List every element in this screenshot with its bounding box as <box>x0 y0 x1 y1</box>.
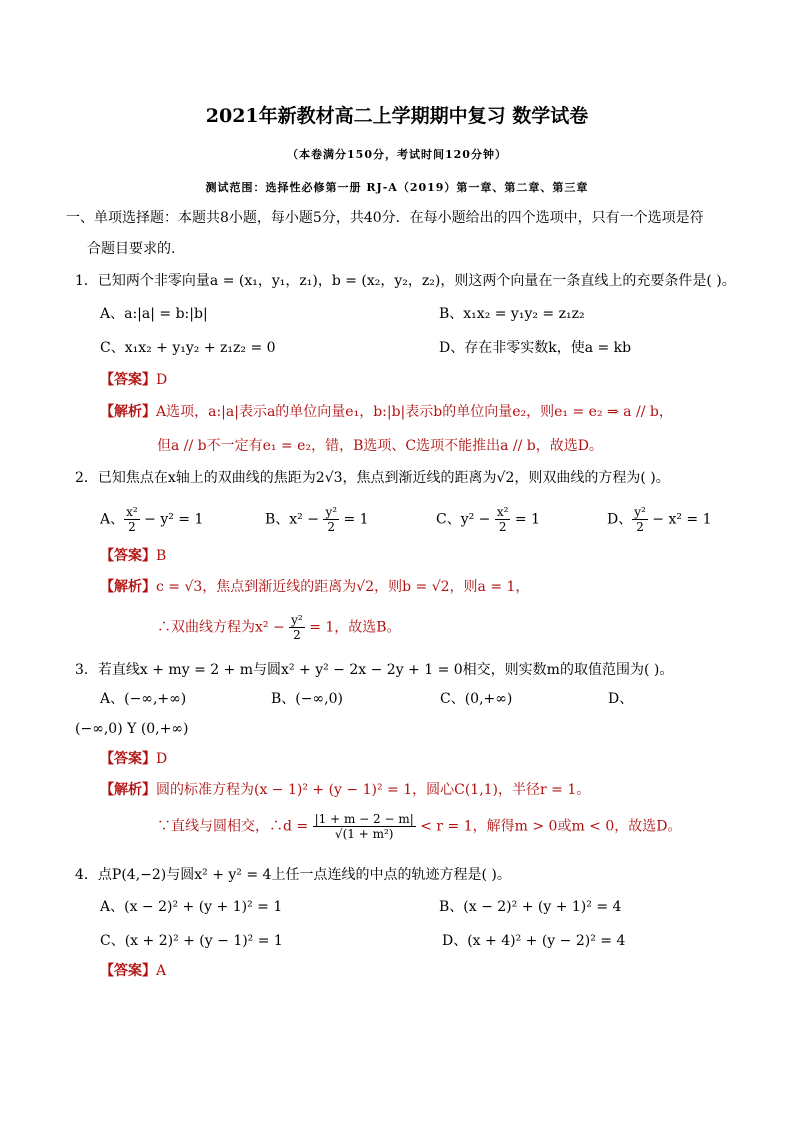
option-suffix: − y² = 1 <box>144 511 204 528</box>
option-suffix: = 1 <box>514 511 540 528</box>
q1-option-b: B、x₁x₂ = y₁y₂ = z₁z₂ <box>439 306 585 322</box>
q1-analysis-line1 <box>100 403 673 421</box>
fraction <box>495 505 511 534</box>
analysis-tag: 【解析】 <box>100 782 156 798</box>
fraction <box>124 505 140 534</box>
q2-option-d <box>607 505 712 534</box>
fraction <box>313 812 416 841</box>
option-prefix: A、 <box>100 511 125 528</box>
fraction-numerator: y² <box>634 505 646 519</box>
fraction <box>323 505 339 534</box>
q4-answer <box>100 962 166 980</box>
answer-value: A <box>156 963 167 979</box>
analysis-tag: 【解析】 <box>100 579 156 595</box>
option-prefix: C、y² − <box>436 511 491 528</box>
q3-answer <box>100 750 167 768</box>
fraction <box>632 505 648 534</box>
analysis-text: 圆的标准方程为(x − 1)² + (y − 1)² = 1，圆心C(1,1)，半径r = 1。 <box>156 782 591 798</box>
fraction-denominator: 2 <box>327 520 336 534</box>
option-suffix: = 1 <box>343 511 369 528</box>
q2-stem: 2．已知焦点在x轴上的双曲线的焦距为2√3，焦点到渐近线的距离为√2，则双曲线的方程为( )。 <box>75 470 670 486</box>
fraction-denominator: √(1 + m²) <box>334 827 394 841</box>
fraction-numerator: |1 + m − 2 − m| <box>314 812 414 826</box>
option-prefix: D、 <box>607 511 633 528</box>
q3-analysis-line2 <box>157 812 682 841</box>
option-suffix: − x² = 1 <box>652 511 712 528</box>
q1-stem: 1．已知两个非零向量a = (x₁，y₁，z₁)，b = (x₂，y₂，z₂)，则这两个向量在一条直线上的充要条件是( )。 <box>75 273 736 289</box>
answer-tag: 【答案】 <box>100 548 156 564</box>
q3-option-d: D、 <box>608 691 634 707</box>
section-heading-line1: 一、单项选择题：本题共8小题，每小题5分，共40分．在每小题给出的四个选项中，只有一个选项是符 <box>66 210 704 226</box>
q4-option-b: B、(x − 2)² + (y + 1)² = 4 <box>439 899 622 915</box>
analysis-prefix: ∴双曲线方程为x² − <box>157 619 285 636</box>
q2-option-a <box>100 505 203 534</box>
analysis-tag: 【解析】 <box>100 404 156 420</box>
analysis-prefix: ∵直线与圆相交，∴d = <box>157 818 309 835</box>
test-scope: 测试范围：选择性必修第一册 RJ-A（2019）第一章、第二章、第三章 <box>205 181 589 194</box>
fraction-numerator: y² <box>325 505 338 519</box>
q2-analysis-line1 <box>100 578 529 596</box>
q1-option-c: C、x₁x₂ + y₁y₂ + z₁z₂ = 0 <box>100 340 276 356</box>
q2-analysis-line2 <box>157 613 401 642</box>
q2-option-c <box>436 505 540 534</box>
q3-option-c: C、(0,+∞) <box>440 691 513 707</box>
fraction-denominator: 2 <box>293 628 301 642</box>
page-title: 2021年新教材高二上学期期中复习 数学试卷 <box>205 105 589 127</box>
analysis-text: A选项，a:|a|表示a的单位向量e₁，b:|b|表示b的单位向量e₂，则e₁ = e₂ ⇒ a // b， <box>156 404 673 420</box>
q1-analysis-line2: 但a // b不一定有e₁ = e₂，错，B选项、C选项不能推出a // b，故选D。 <box>157 438 603 454</box>
answer-value: D <box>156 751 168 767</box>
q4-option-a: A、(x − 2)² + (y + 1)² = 1 <box>100 899 283 915</box>
fraction-numerator: x² <box>496 505 509 519</box>
q1-answer <box>100 371 167 389</box>
fraction-denominator: 2 <box>498 520 507 534</box>
answer-tag: 【答案】 <box>100 372 156 388</box>
fraction-denominator: 2 <box>128 520 136 534</box>
analysis-text: c = √3，焦点到渐近线的距离为√2，则b = √2，则a = 1， <box>156 579 530 595</box>
q3-analysis-line1 <box>100 781 590 799</box>
answer-tag: 【答案】 <box>100 963 156 979</box>
q3-option-b: B、(−∞,0) <box>271 691 343 707</box>
answer-value: D <box>156 372 168 388</box>
analysis-suffix: = 1，故选B。 <box>309 619 401 636</box>
option-prefix: B、x² − <box>265 511 319 528</box>
section-heading-line2: 合题目要求的. <box>87 241 176 257</box>
q1-option-a: A、a:|a| = b:|b| <box>100 306 208 322</box>
q1-option-d: D、存在非零实数k，使a = kb <box>439 340 632 356</box>
q4-option-d: D、(x + 4)² + (y − 2)² = 4 <box>442 933 626 949</box>
fraction-numerator: x² <box>126 505 138 519</box>
answer-tag: 【答案】 <box>100 751 156 767</box>
q3-option-a: A、(−∞,+∞) <box>100 691 187 707</box>
q3-stem: 3．若直线x + my = 2 + m与圆x² + y² − 2x − 2y + 1 = 0相交，则实数m的取值范围为( )。 <box>75 662 674 678</box>
q4-option-c: C、(x + 2)² + (y − 1)² = 1 <box>100 933 283 949</box>
q2-answer <box>100 547 166 565</box>
analysis-suffix: < r = 1，解得m > 0或m < 0，故选D。 <box>420 818 682 835</box>
score-note: （本卷满分150分，考试时间120分钟） <box>287 148 507 161</box>
q2-option-b <box>265 505 369 534</box>
q4-stem: 4．点P(4,−2)与圆x² + y² = 4上任一点连线的中点的轨迹方程是( )。 <box>75 867 511 883</box>
q3-option-d-value: (−∞,0) Y (0,+∞) <box>75 721 189 737</box>
fraction <box>289 613 305 642</box>
fraction-denominator: 2 <box>636 520 644 534</box>
fraction-numerator: y² <box>291 613 303 627</box>
answer-value: B <box>156 548 167 564</box>
